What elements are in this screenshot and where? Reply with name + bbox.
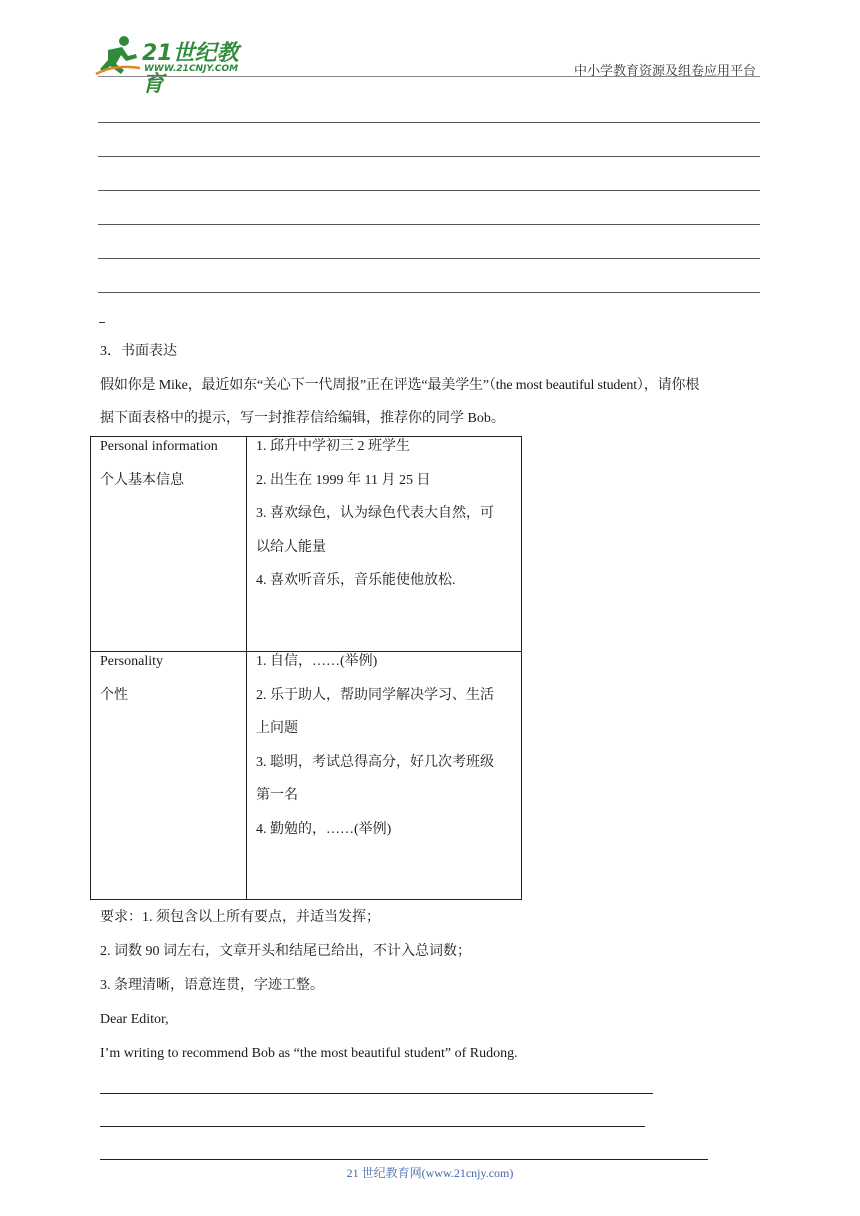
row-header-cn: 个性 <box>100 687 128 703</box>
list-item: 1. 自信，……(举例) <box>256 654 378 669</box>
list-item: 2. 出生在 1999 年 11 月 25 日 <box>256 472 431 488</box>
row-header-en: Personal information <box>100 439 218 454</box>
row-header-cn: 个人基本信息 <box>100 472 184 488</box>
list-item: 1. 邱升中学初三 2 班学生 <box>256 439 410 454</box>
writing-line <box>98 292 760 293</box>
row-header-cell <box>91 437 247 652</box>
row-header-en: Personality <box>100 654 163 669</box>
requirement-2: 2. 词数 90 词左右，文章开头和结尾已给出，不计入总词数； <box>100 944 471 959</box>
table-row <box>91 652 522 900</box>
answer-line <box>100 1093 653 1094</box>
list-item: 以给人能量 <box>256 539 326 555</box>
list-item: 4. 喜欢听音乐，音乐能使他放松. <box>256 573 456 588</box>
info-table <box>90 436 522 900</box>
brand-url: WWW.21CNJY.COM <box>144 64 239 74</box>
list-item: 3. 聪明，考试总得高分，好几次考班级 <box>256 754 494 770</box>
row-header-cell <box>91 652 247 900</box>
writing-line <box>98 258 760 259</box>
row-items-cell <box>247 652 522 900</box>
list-item: 第一名 <box>256 788 298 803</box>
list-item: 上问题 <box>256 721 298 736</box>
list-item: 3. 喜欢绿色，认为绿色代表大自然，可 <box>256 506 494 521</box>
letter-opening: I’m writing to recommend Bob as “the most beautiful student” of Rudong. <box>100 1046 518 1061</box>
writing-line <box>98 224 760 225</box>
table-row <box>91 437 522 652</box>
requirement-1: 要求：1. 须包含以上所有要点，并适当发挥； <box>100 910 380 925</box>
runner-logo-icon <box>94 34 142 76</box>
writing-line <box>98 122 760 123</box>
list-item: 4. 勤勉的，……(举例) <box>256 821 392 837</box>
writing-line-end <box>99 322 105 323</box>
writing-line <box>98 190 760 191</box>
intro-line-1: 假如你是 Mike，最近如东“关心下一代周报”正在评选“最美学生”（the most beautiful student），请你根 <box>100 378 700 393</box>
section-title: 3．书面表达 <box>100 344 177 359</box>
header-divider <box>98 76 760 77</box>
site-logo <box>94 34 254 97</box>
footer-text: 21 世纪教育网(www.21cnjy.com) <box>346 1166 514 1180</box>
platform-title: 中小学教育资源及组卷应用平台 <box>573 63 756 78</box>
answer-line <box>100 1126 645 1127</box>
writing-line <box>98 156 760 157</box>
intro-line-2: 据下面表格中的提示，写一封推荐信给编辑，推荐你的同学 Bob。 <box>100 411 505 426</box>
list-item: 2. 乐于助人，帮助同学解决学习、生活 <box>256 687 494 703</box>
answer-line <box>100 1159 708 1160</box>
requirement-3: 3. 条理清晰，语意连贯，字迹工整。 <box>100 978 324 993</box>
letter-greeting: Dear Editor, <box>100 1012 169 1027</box>
row-items-cell <box>247 437 522 652</box>
brand-name: 21世纪教育 <box>142 41 239 97</box>
